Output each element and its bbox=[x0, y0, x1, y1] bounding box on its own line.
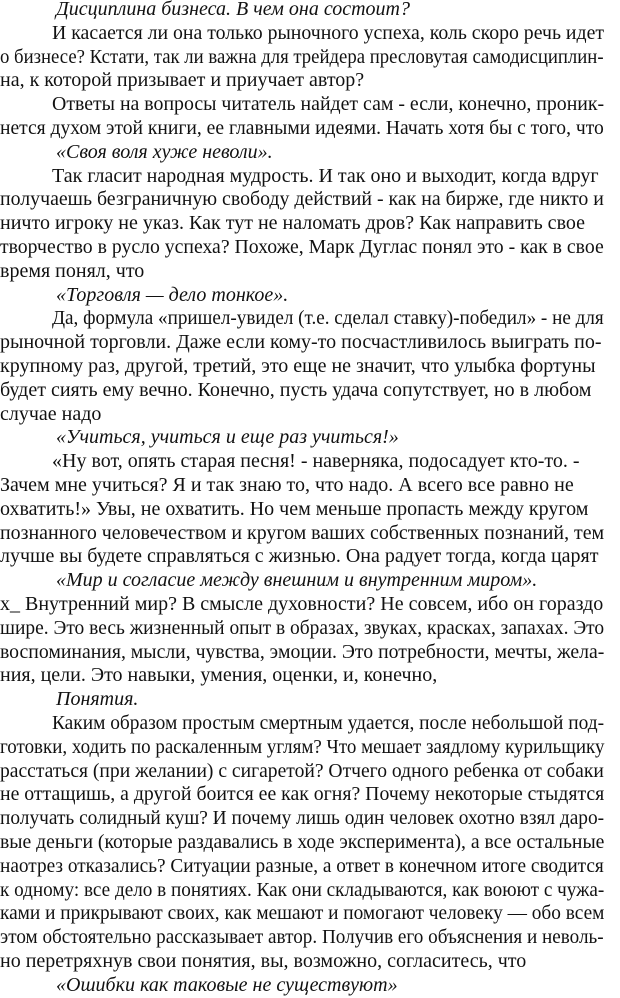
text-line: готовки, ходить по раскаленным углям? Что мешает заядлому курильщику bbox=[0, 735, 605, 758]
text-line: Зачем мне учиться? Я и так знаю то, что надо. А всего все равно не bbox=[0, 474, 574, 496]
text-line: вые деньги (которые раздавались в ходе эксперимента), а все остальные bbox=[0, 831, 605, 853]
text-line: «Ну вот, опять старая песня! - наверняка, подосадует кто-то. - bbox=[52, 450, 580, 473]
text-line: но перетряхнув свои понятия, вы, возможно, согласитесь, что bbox=[0, 950, 527, 972]
text-line: Да, формула «пришел-увидел (т.е. сделал ставку)-победил» - не для bbox=[52, 307, 604, 330]
text-line: на, к которой призывает и приучает автор? bbox=[0, 69, 365, 92]
text-line: будет сиять ему вечно. Конечно, пусть удача сопутствует, но в любом bbox=[0, 378, 592, 401]
heading-no-mistakes: «Ошибки как таковые не существуют» bbox=[56, 973, 398, 996]
text-line: ния, цели. Это навыки, умения, оценки, и, конечно, bbox=[0, 664, 438, 687]
text-line: воспоминания, мысли, чувства, эмоции. Это потребности, мечты, жела- bbox=[0, 640, 605, 663]
text-line: крупному раз, другой, третий, это еще не значит, что улыбка фортуны bbox=[0, 355, 596, 377]
text-line: шире. Это весь жизненный опыт в образах, звуках, красках, запахах. Это bbox=[0, 616, 605, 639]
text-line: Каким образом простым смертным удается, после небольшой под- bbox=[52, 712, 605, 734]
text-line: расстаться (при желании) с сигаретой? Отчего одного ребенка от собаки bbox=[0, 759, 604, 782]
text-line: творчество в русло успеха? Похоже, Марк Дуглас понял это - как в свое bbox=[0, 236, 604, 258]
text-line: Так гласит народная мудрость. И так оно и выходит, когда вдруг bbox=[52, 164, 599, 187]
text-line: о бизнесе? Кстати, так ли важна для трейдера пресловутая самодисциплин- bbox=[0, 45, 604, 68]
text-line: не оттащишь, а другой боится ее как огня? Почему некоторые стыдятся bbox=[0, 783, 605, 806]
text-line: И касается ли она только рыночного успеха, коль скоро речь идет bbox=[52, 21, 605, 44]
text-line: ничто игроку не указ. Как тут не наломать дров? Как направить свое bbox=[0, 212, 585, 235]
text-line: нется духом этой книги, ее главными идеями. Начать хотя бы с того, что bbox=[0, 117, 604, 139]
text-line: этом обстоятельно рассказывает автор. Получив его объяснения и неволь- bbox=[0, 926, 604, 949]
text-line: x_ Внутренний мир? В смысле духовности? Не совсем, ибо он гораздо bbox=[0, 593, 604, 615]
text-line: ками и прикрывают своих, как мешают и помогают человеку — обо всем bbox=[0, 902, 605, 925]
text-line: время понял, что bbox=[0, 259, 145, 282]
text-line: рыночной торговли. Даже если кому-то посчастливилось выиграть по- bbox=[0, 331, 602, 354]
heading-own-will: «Своя воля хуже неволи». bbox=[56, 140, 273, 163]
text-line: случае надо bbox=[0, 402, 102, 425]
text-line: к одному: все дело в понятиях. Как они складываются, как воюют с чужа- bbox=[0, 878, 605, 901]
heading-trade-delicate: «Торговля — дело тонкое». bbox=[56, 283, 289, 306]
text-line: получать солидный куш? И почему лишь один человек охотно взял даро- bbox=[0, 807, 605, 830]
heading-learn: «Учиться, учиться и еще раз учиться!» bbox=[56, 426, 399, 449]
text-line: получаешь безграничную свободу действий - как на бирже, где никто и bbox=[0, 188, 604, 211]
text-line: познанного человечеством и кругом ваших собственных познаний, тем bbox=[0, 521, 605, 544]
text-line: охватить!» Увы, не охватить. Но чем меньше пропасть между кругом bbox=[0, 497, 589, 520]
text-line: лучше вы будете справляться с жизнью. Она радует тогда, когда царят bbox=[0, 545, 599, 568]
heading-peace-harmony: «Мир и согласие между внешним и внутренним миром». bbox=[56, 569, 538, 592]
text-line: наотрез отказались? Ситуации разные, а ответ в конечном итоге сводится bbox=[0, 854, 604, 877]
text-line: Ответы на вопросы читатель найдет сам - если, конечно, проник- bbox=[52, 93, 605, 116]
heading-concepts: Понятия. bbox=[56, 688, 139, 711]
heading-business-discipline: Дисциплина бизнеса. В чем она состоит? bbox=[56, 0, 410, 20]
